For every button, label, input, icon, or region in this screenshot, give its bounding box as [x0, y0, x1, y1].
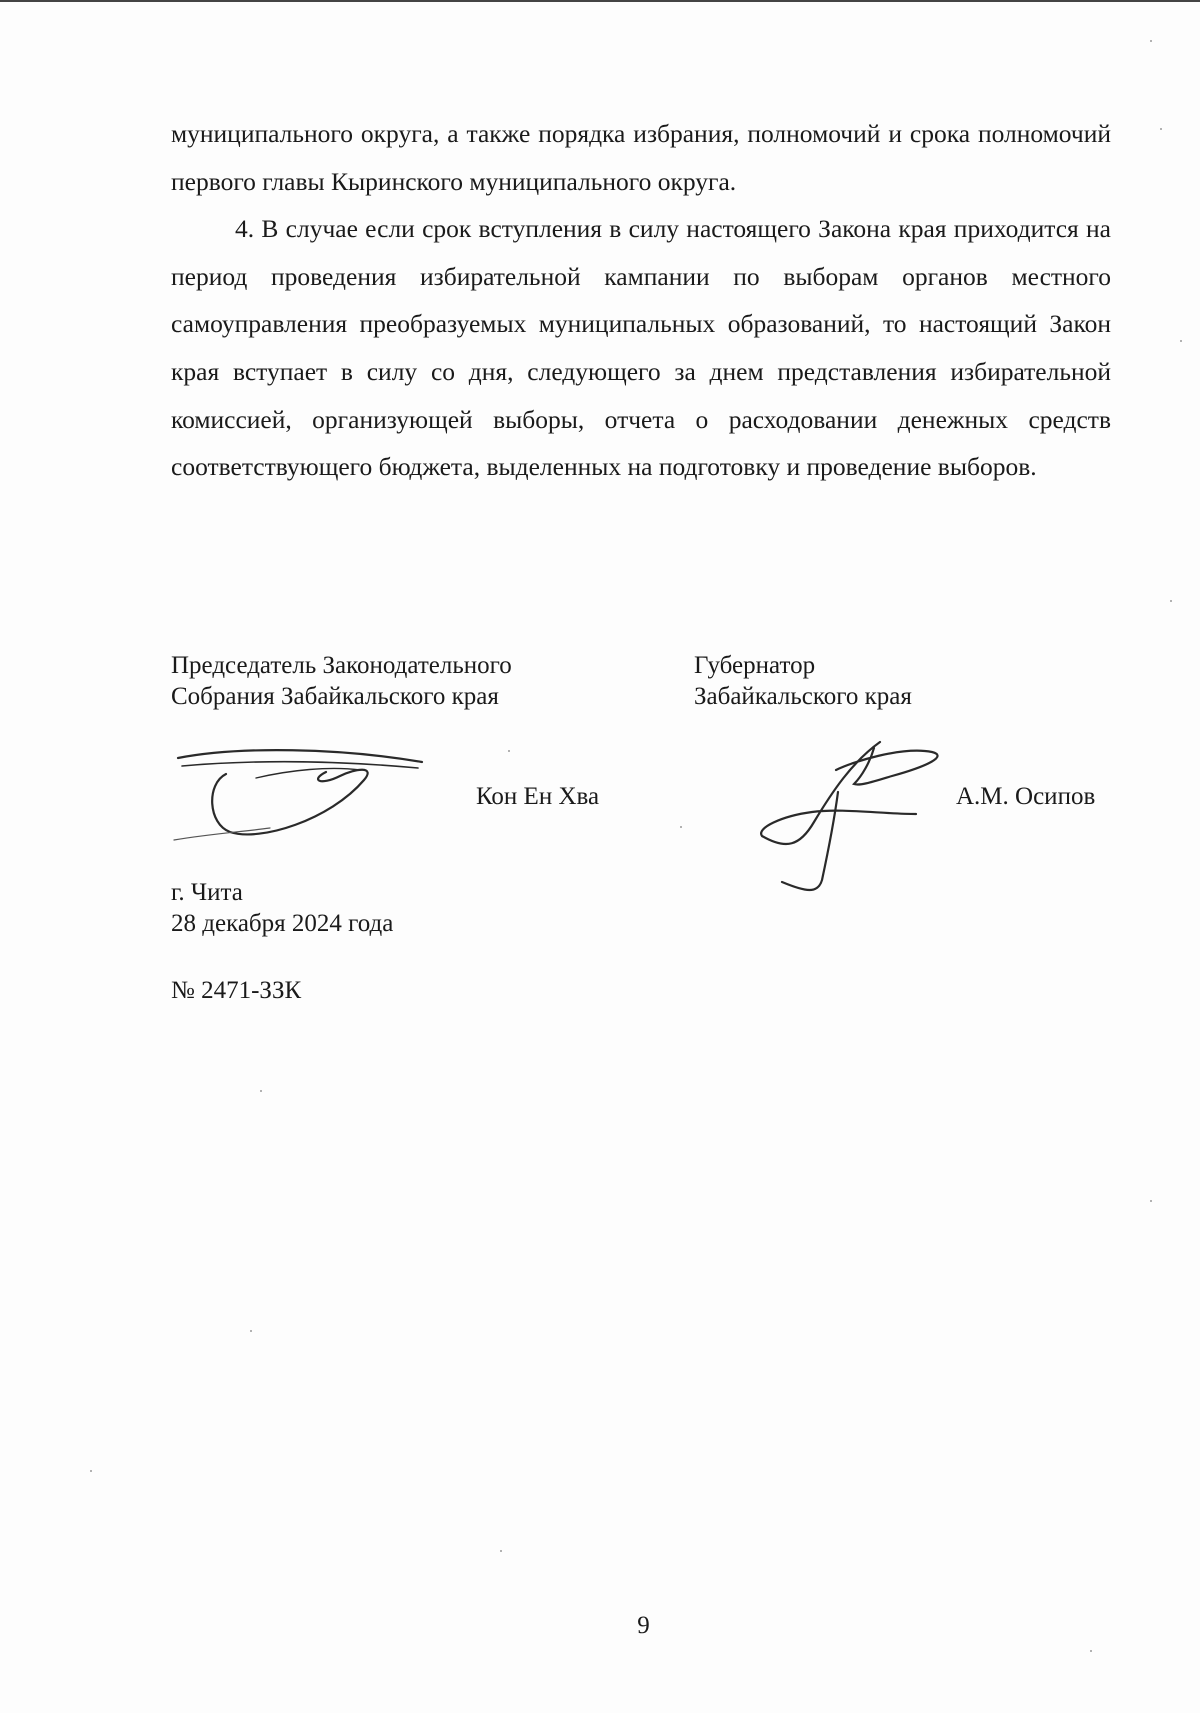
right-signatory-title	[694, 650, 912, 712]
paragraph-item-4: 4. В случае если срок вступления в силу настоящего Закона края приходится на период проведения избирательной кампании по выборам органов местного самоуправления преобразуемых муниципальных образований, то настоящий Закон края вступает в силу со дня, следующего за днем представления избирательной комиссией, организующей выборы, отчета о расходовании денежных средств соответствующего бюджета, выделенных на подготовку и проведение выборов.	[171, 214, 1111, 482]
paragraph-continuation: муниципального округа, а также порядка избрания, полномочий и срока полномочий первого главы Кыринского муниципального округа.	[171, 119, 1111, 196]
scan-speck	[1160, 128, 1162, 130]
body-text	[171, 110, 1111, 491]
place: г. Чита	[171, 879, 243, 906]
page-number: 9	[637, 1612, 650, 1639]
right-title-line-1: Губернатор	[694, 652, 816, 679]
right-handwritten-signature	[752, 732, 952, 902]
date: 28 декабря 2024 года	[171, 910, 394, 937]
left-title-line-1: Председатель Законодательного	[171, 652, 512, 679]
scan-speck	[1170, 600, 1172, 602]
scan-speck	[1090, 1650, 1092, 1652]
left-handwritten-signature	[160, 740, 440, 850]
law-number: № 2471-ЗЗК	[171, 977, 302, 1004]
scan-speck	[1150, 40, 1152, 42]
scan-speck	[1150, 1200, 1152, 1202]
scan-speck	[500, 1550, 502, 1552]
right-title-line-2: Забайкальского края	[694, 683, 912, 710]
right-signatory-name: А.М. Осипов	[956, 783, 1096, 810]
left-signatory-title	[171, 650, 512, 712]
scan-speck	[680, 826, 682, 828]
scan-speck	[260, 1090, 262, 1092]
place-and-date	[171, 877, 393, 939]
scan-speck	[90, 1470, 92, 1472]
scan-speck	[250, 1330, 252, 1332]
scan-top-edge	[0, 0, 1200, 2]
left-title-line-2: Собрания Забайкальского края	[171, 683, 499, 710]
left-signatory-name: Кон Ен Хва	[476, 783, 600, 810]
scan-speck	[508, 750, 510, 752]
scan-speck	[1180, 340, 1182, 342]
